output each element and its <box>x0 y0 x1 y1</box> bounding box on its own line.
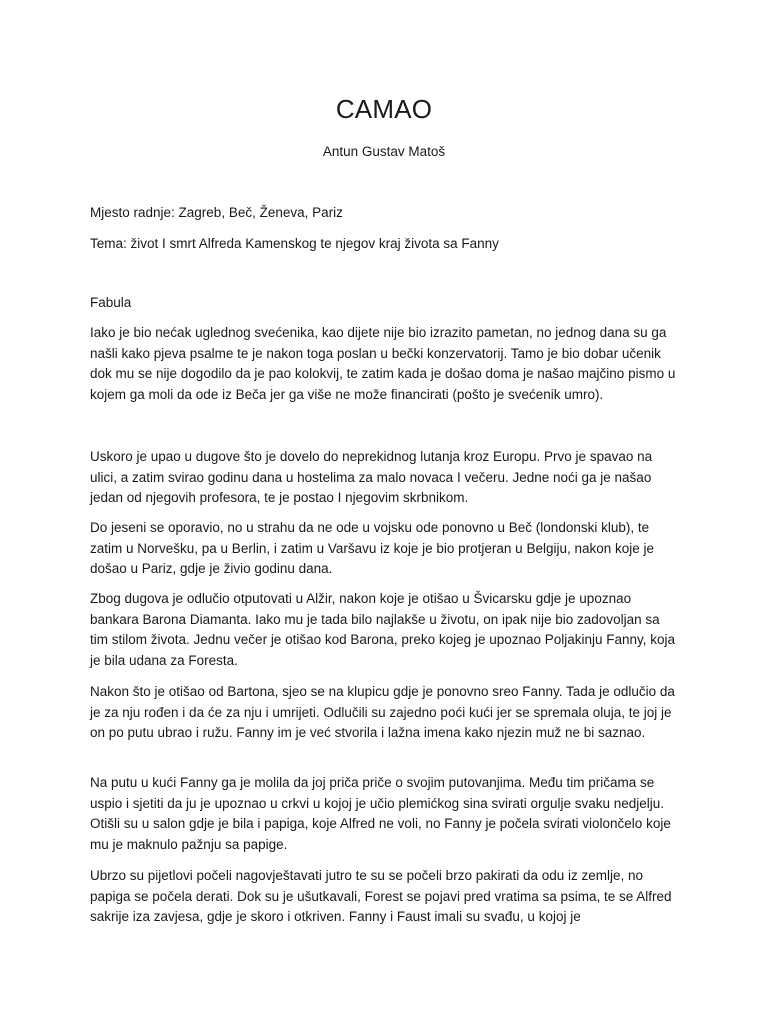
paragraph: Uskoro je upao u dugove što je dovelo do neprekidnog lutanja kroz Europu. Prvo je spavao na ulici, a zatim svirao godinu dana u hostelima za malo novaca I večeru. Jedne noći ga je našao jedan od njegovih profesora, te je postao I njegovim skrbnikom. <box>90 449 653 505</box>
document-title: CAMAO <box>335 94 433 124</box>
paragraph: Ubrzo su pijetlovi počeli nagovještavati jutro te su se počeli brzo pakirati da odu iz zemlje, no papiga se počela derati. Dok su je ušutkavali, Forest se pojavi pred vratima sa psima, te se Alfred sakrije iza zavjesa, gdje je skoro i otkriven. Fanny i Faust imali su svađu, u kojoj je <box>90 868 672 924</box>
paragraph: Iako je bio nećak uglednog svećenika, kao dijete nije bio izrazito pametan, no jednog dana su ga našli kako pjeva psalme te je nakon toga poslan u bečki konzervatorij. Tamo je bio dobar učenik dok mu se nije dogodilo da je pao kolokvij, te zatim kada je došao doma je našao majčino pismo u kojem ga moli da ode iz Beča jer ga više ne može financirati (pošto je svećenik umro). <box>90 325 676 402</box>
document-author: Antun Gustav Matoš <box>322 144 446 159</box>
theme-line: Tema: život I smrt Alfreda Kamenskog te njegov kraj života sa Fanny <box>90 236 499 251</box>
paragraph: Nakon što je otišao od Bartona, sjeo se na klupicu gdje je ponovno sreo Fanny. Tada je odlučio da je za nju rođen i da će za nju i umrijeti. Odlučili su zajedno poći kući jer se spremala oluja, te joj je on po putu ubrao i ružu. Fanny im je već stvorila i lažna imena kako njezin muž ne bi saznao. <box>90 684 675 740</box>
paragraph: Do jeseni se oporavio, no u strahu da ne ode u vojsku ode ponovno u Beč (londonski klub), te zatim u Norvešku, pa u Berlin, i zatim u Varšavu iz koje je bio protjeran u Belgiju, nakon koje je došao u Pariz, gdje je živio godinu dana. <box>90 520 655 576</box>
paragraph: Zbog dugova je odlučio otputovati u Alžir, nakon koje je otišao u Švicarsku gdje je upoznao bankara Barona Diamanta. Iako mu je tada bilo najlakše u životu, on ipak nije bio zadovoljan sa tim stilom života. Jednu večer je otišao kod Barona, preko kojeg je upoznao Poljakinju Fanny, koja je bila udana za Foresta. <box>90 591 676 668</box>
paragraph: Na putu u kući Fanny ga je molila da joj priča priče o svojim putovanjima. Među tim pričama se uspio i sjetiti da ju je upoznao u crkvi u kojoj je učio plemićkog sina svirati orgulje svaku nedjelju. Otišli su u salon gdje je bila i papiga, koje Alfred ne voli, no Fanny je počela svirati violončelo koje mu je maknulo pažnju sa papige. <box>90 775 671 852</box>
fabula-heading: Fabula <box>90 295 132 310</box>
setting-line: Mjesto radnje: Zagreb, Beč, Ženeva, Pariz <box>90 205 343 220</box>
